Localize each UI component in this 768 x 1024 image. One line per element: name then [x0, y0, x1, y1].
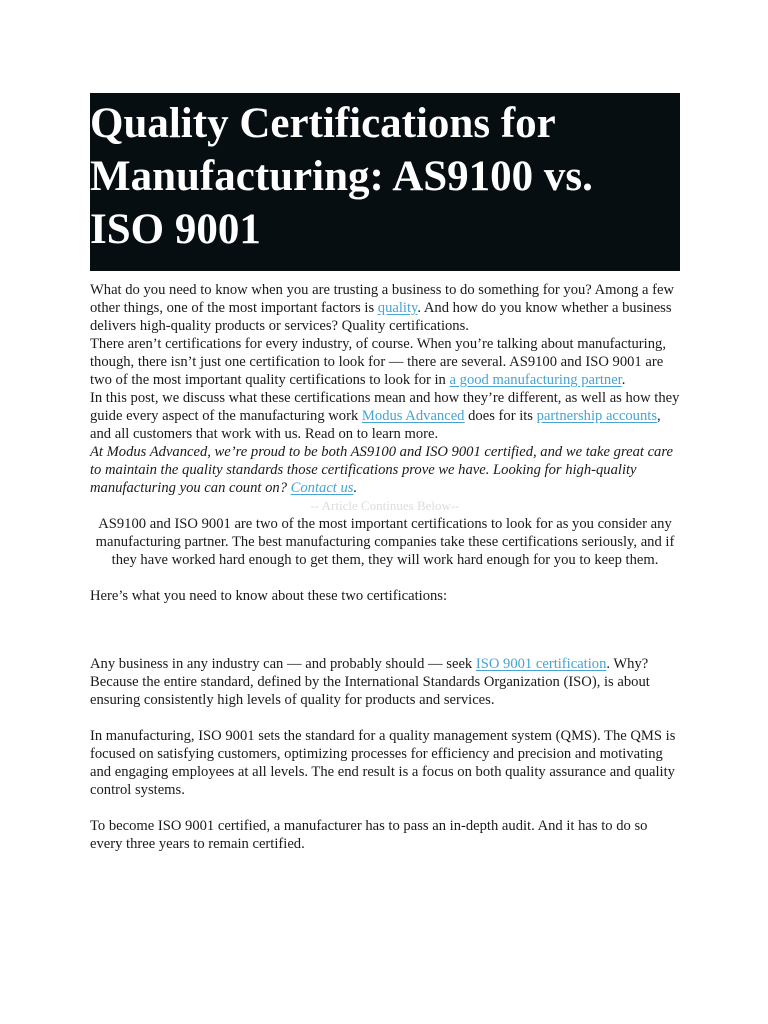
iso-9001-certification-link[interactable]: ISO 9001 certification	[475, 656, 607, 672]
intro-text: At Modus Advanced, we’re proud to be both AS9100 and ISO 9001 certified, and we take great care to maintain the quality standards those certifications prove we have. Looking for high-quality manufacturing you can count on?	[90, 444, 673, 496]
title-banner	[90, 93, 680, 271]
manufacturing-partner-link[interactable]: a good manufacturing partner	[449, 372, 622, 388]
intro-text: does for its	[464, 408, 537, 424]
intro-text: What do you need to know when you are trusting a business to do something for you? Among a few other things, one of the most important factors is	[90, 282, 675, 316]
intro-paragraph-4	[90, 443, 680, 497]
iso-text: Any business in any industry can — and probably should — seek	[90, 656, 476, 672]
article-body	[90, 281, 680, 853]
partnership-accounts-link[interactable]: partnership accounts	[536, 408, 657, 424]
intro-paragraph-3	[90, 389, 680, 443]
article-continues-separator: -- Article Continues Below--	[310, 498, 460, 513]
intro-text: There aren’t certifications for every industry, of course. When you’re talking about manufacturing, though, there isn’t just one certification to look for — there are several. AS9100 and ISO 9001 are two of the most important quality certifications to look for in	[90, 336, 666, 388]
intro-paragraph-1	[90, 281, 680, 335]
intro-text: .	[621, 372, 626, 388]
intro-text: . And how do you know whether a business delivers high-quality products or services? Quality certifications.	[90, 300, 672, 334]
contact-us-link[interactable]: Contact us	[290, 480, 354, 496]
intro-paragraph-2	[90, 335, 680, 389]
quality-link[interactable]: quality	[377, 300, 418, 316]
iso-paragraph-3: To become ISO 9001 certified, a manufacturer has to pass an in-depth audit. And it has to do so every three years to remain certified.	[90, 818, 648, 852]
modus-advanced-link[interactable]: Modus Advanced	[361, 408, 465, 424]
iso-paragraph-2: In manufacturing, ISO 9001 sets the standard for a quality management system (QMS). The QMS is focused on satisfying customers, optimizing processes for efficiency and precision and motivating and engaging employees at all levels. The end result is a focus on both quality assurance and quality control systems.	[90, 728, 676, 798]
iso-text: . Why? Because the entire standard, defined by the International Standards Organization (ISO), is about ensuring consistently high levels of quality for products and services.	[90, 656, 650, 708]
intro-text: .	[353, 480, 358, 496]
iso-paragraph-1	[90, 655, 680, 709]
intro-text: , and all customers that work with us. Read on to learn more.	[90, 408, 661, 442]
intro-text: In this post, we discuss what these certifications mean and how they’re different, as well as how they guide every aspect of the manufacturing work	[90, 390, 680, 424]
article	[90, 93, 680, 853]
page-title: Quality Certifications for Manufacturing: AS9100 vs. ISO 9001	[90, 100, 593, 253]
lead-in-paragraph: Here’s what you need to know about these two certifications:	[90, 588, 448, 604]
centered-paragraph: AS9100 and ISO 9001 are two of the most important certifications to look for as you consider any manufacturing partner. The best manufacturing companies take these certifications seriously, and if they have worked hard enough to get them, they will work hard enough for you to keep them.	[95, 516, 675, 568]
